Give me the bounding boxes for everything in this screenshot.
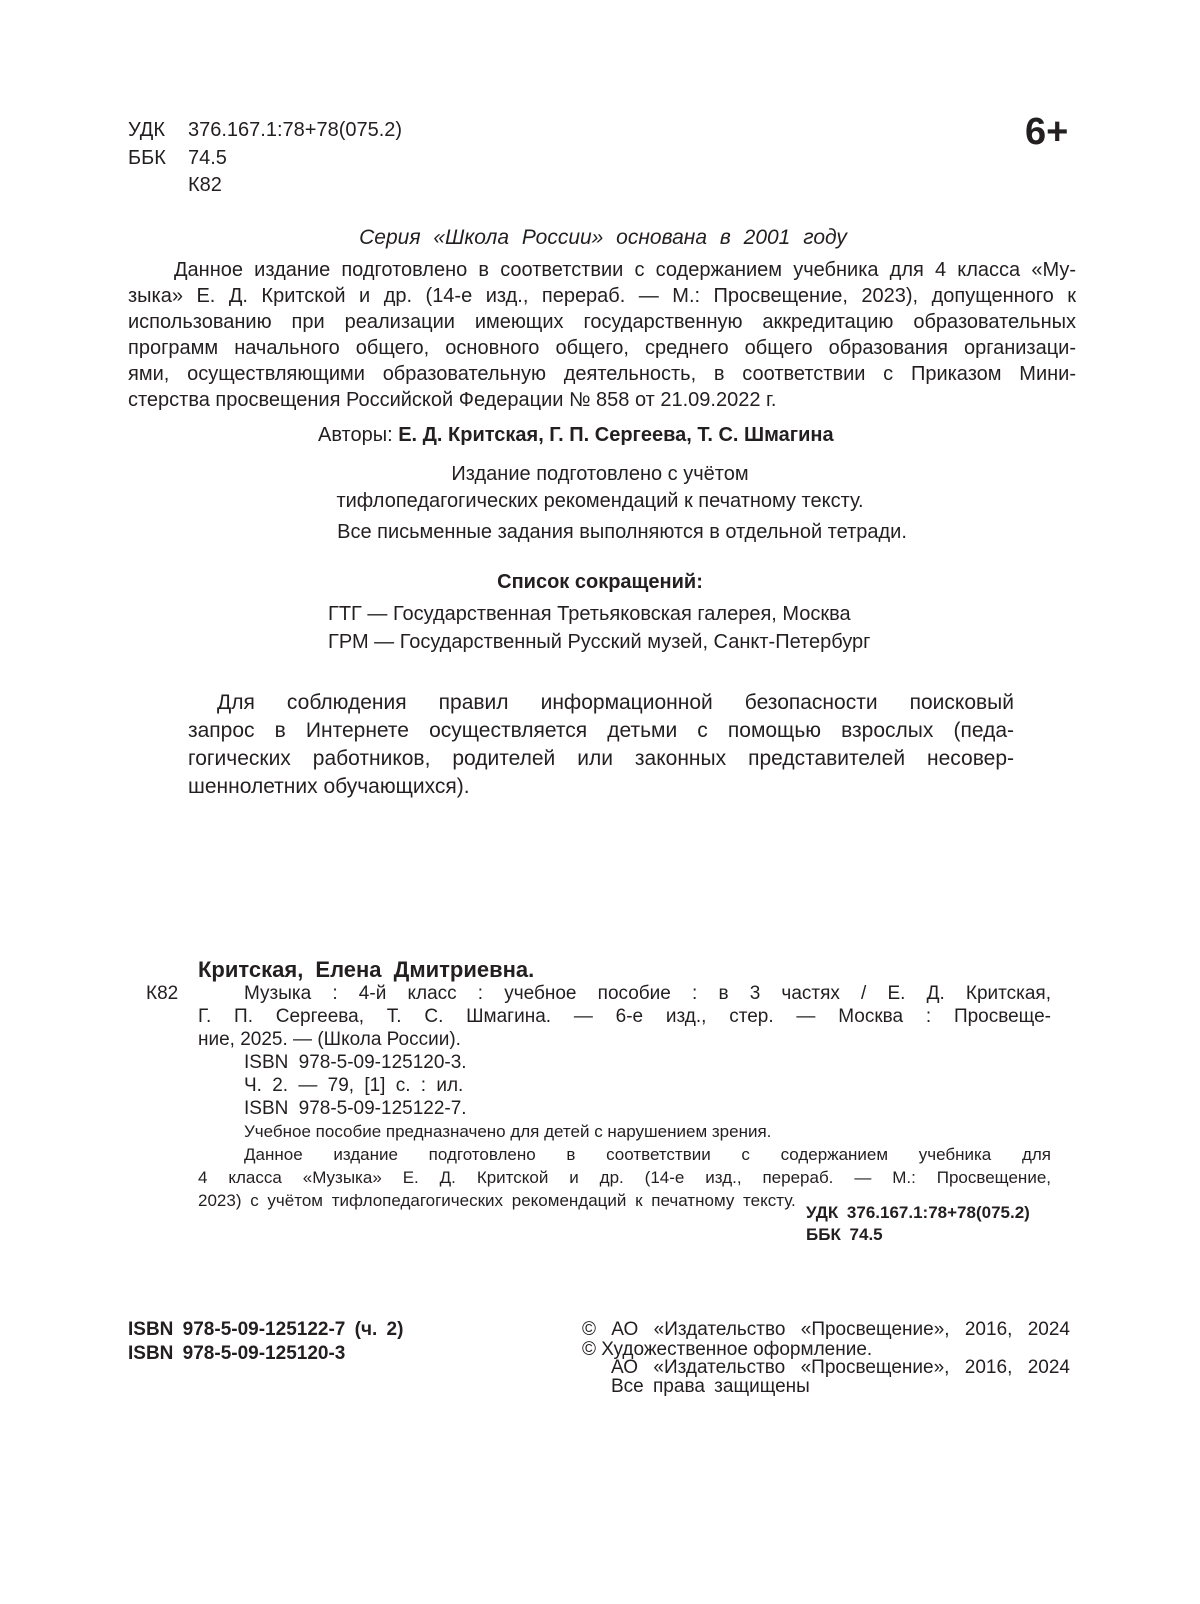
catalog-line: ISBN 978-5-09-125120-3. — [244, 1052, 467, 1073]
copyright-line: © АО «Издательство «Просвещение», 2016, 2024 — [582, 1319, 1070, 1340]
written-tasks-note: Все письменные задания выполняются в отдельной тетради. — [337, 521, 907, 543]
age-rating: 6+ — [1025, 111, 1069, 153]
isbn-part: ISBN 978-5-09-125122-7 (ч. 2) — [128, 1319, 404, 1340]
safety-note-line: запрос в Интернете осуществляется детьми с помощью взрослых (педа- — [188, 719, 1014, 742]
udk-code — [128, 118, 402, 143]
safety-note-line: шеннолетних обучающихся). — [188, 775, 470, 798]
edition-note-line: зыка» Е. Д. Критской и др. (14-е изд., перераб. — М.: Просвещение, 2023), допущенного к — [128, 285, 1076, 307]
copyright-line: © Художественное оформление. — [582, 1339, 873, 1360]
copyright-line: Все права защищены — [611, 1376, 810, 1397]
udk-label: УДК — [128, 119, 166, 141]
catalog-line: 4 класса «Музыка» Е. Д. Критской и др. (14-е изд., перераб. — М.: Просвещение, — [198, 1168, 1051, 1187]
catalog-udk: УДК 376.167.1:78+78(075.2) — [806, 1203, 1030, 1222]
abbreviations-title: Список сокращений: — [497, 571, 703, 593]
catalog-mark: К82 — [146, 983, 179, 1004]
authors-line — [318, 423, 834, 448]
catalog-line: Музыка : 4-й класс : учебное пособие : в 3 частях / Е. Д. Критская, — [244, 983, 1051, 1004]
copyright-line: АО «Издательство «Просвещение», 2016, 2024 — [611, 1357, 1070, 1378]
catalog-line: Учебное пособие предназначено для детей с нарушением зрения. — [244, 1122, 772, 1141]
catalog-author-heading: Критская, Елена Дмитриевна. — [198, 957, 535, 982]
catalog-line: ISBN 978-5-09-125122-7. — [244, 1098, 467, 1119]
edition-note-line: программ начального общего, основного общего, среднего общего образования организаци- — [128, 337, 1076, 359]
tiflo-note — [300, 462, 900, 516]
catalog-line: Данное издание подготовлено в соответствии с содержанием учебника для — [244, 1145, 1051, 1164]
edition-note-line: стерства просвещения Российской Федерации № 858 от 21.09.2022 г. — [128, 389, 777, 411]
tiflo-note-line: тифлопедагогических рекомендаций к печатному тексту. — [336, 490, 864, 512]
series-line: Серия «Школа России» основана в 2001 году — [359, 226, 847, 249]
edition-note-line: использованию при реализации имеющих государственную аккредитацию образовательных — [128, 311, 1076, 333]
safety-note — [188, 690, 1014, 802]
edition-note-line: ями, осуществляющими образовательную деятельность, в соответствии с Приказом Мини- — [128, 363, 1076, 385]
authors-names: Е. Д. Критская, Г. П. Сергеева, Т. С. Шмагина — [398, 424, 834, 446]
author-mark: К82 — [188, 174, 222, 196]
catalog-line: Г. П. Сергеева, Т. С. Шмагина. — 6-е изд., стер. — Москва : Просвеще- — [198, 1006, 1051, 1027]
catalog-line: ние, 2025. — (Школа России). — [198, 1029, 461, 1050]
authors-label: Авторы: — [318, 424, 393, 446]
edition-note — [128, 258, 1076, 414]
bbk-label: ББК — [128, 147, 166, 169]
abbreviation-item: ГРМ — Государственный Русский музей, Санкт-Петербург — [328, 631, 871, 653]
bbk-code — [128, 146, 227, 171]
catalog-line: 2023) с учётом тифлопедагогических рекомендаций к печатному тексту. — [198, 1191, 796, 1210]
safety-note-line: Для соблюдения правил информационной безопасности поисковый — [217, 691, 1014, 714]
catalog-body — [198, 982, 1051, 1212]
tiflo-note-line: Издание подготовлено с учётом — [451, 463, 749, 485]
udk-value: 376.167.1:78+78(075.2) — [188, 119, 403, 141]
catalog-line: Ч. 2. — 79, [1] с. : ил. — [244, 1075, 464, 1096]
isbn-set: ISBN 978-5-09-125120-3 — [128, 1343, 346, 1364]
bbk-value: 74.5 — [188, 147, 227, 169]
abbreviation-item: ГТГ — Государственная Третьяковская галерея, Москва — [328, 603, 851, 625]
catalog-bbk: ББК 74.5 — [806, 1225, 883, 1244]
edition-note-line: Данное издание подготовлено в соответствии с содержанием учебника для 4 класса «Му- — [174, 259, 1076, 281]
safety-note-line: гогических работников, родителей или законных представителей несовер- — [188, 747, 1014, 770]
